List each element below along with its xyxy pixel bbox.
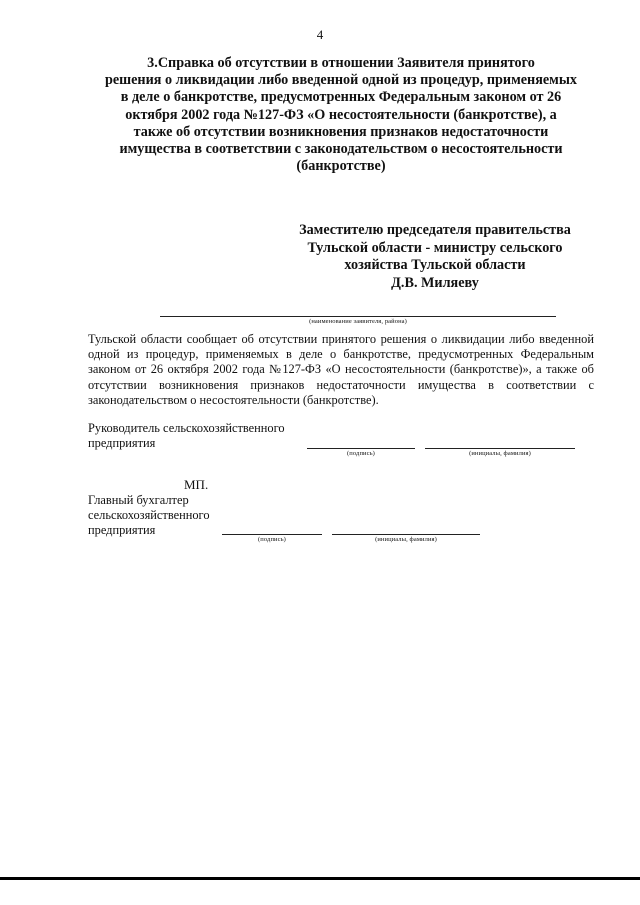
section-title-line: также об отсутствии возникновения признаков недостаточности xyxy=(133,123,549,140)
page-bottom-border xyxy=(0,877,640,880)
section-title-line: 3.Справка об отсутствии в отношении Заявителя принятого xyxy=(147,55,535,71)
body-paragraph: Тульской области сообщает об отсутствии принятого решения о ликвидации либо введенной одной из процедур, применяемых в деле о банкротстве, предусмотренных Федеральным законом от 26 октября 2002 года №127-ФЗ «О несостоятельности (банкротстве)», а также об отсутствии возникновения признаков недостаточности имущества в соответствии с законодательством о несостоятельности (банкротстве). xyxy=(88,332,594,407)
accountant-signature-line[interactable] xyxy=(222,534,322,535)
applicant-name-line[interactable] xyxy=(160,316,556,317)
stamp-label: МП. xyxy=(184,477,209,492)
page-number: 4 xyxy=(316,27,324,42)
section-title-line: (банкротстве) xyxy=(296,158,386,175)
section-title-line: имущества в соответствии с законодательством о несостоятельности xyxy=(119,141,563,158)
section-title-line: октября 2002 года №127-ФЗ «О несостоятельности (банкротстве), а xyxy=(125,106,557,123)
accountant-signature-caption: (подпись) xyxy=(258,536,286,543)
head-label xyxy=(88,421,285,451)
head-name-caption: (инициалы, фамилия) xyxy=(469,450,531,457)
head-signature-line[interactable] xyxy=(307,448,415,449)
accountant-name-caption: (инициалы, фамилия) xyxy=(375,536,437,543)
head-signature-caption: (подпись) xyxy=(347,450,375,457)
addressee-line: Д.В. Миляеву xyxy=(391,274,479,291)
accountant-label-line: предприятия xyxy=(88,523,156,537)
addressee-line: хозяйства Тульской области xyxy=(344,257,526,273)
head-name-line[interactable] xyxy=(425,448,575,449)
applicant-caption: (наименование заявителя, района) xyxy=(309,318,407,325)
section-title-line: в деле о банкротстве, предусмотренных Федеральным законом от 26 xyxy=(120,89,562,106)
head-label-line: Руководитель сельскохозяйственного xyxy=(88,421,285,435)
addressee-line: Тульской области - министру сельского xyxy=(307,239,563,256)
section-title xyxy=(86,55,596,175)
accountant-name-line[interactable] xyxy=(332,534,480,535)
addressee-line: Заместителю председателя правительства xyxy=(299,222,571,238)
accountant-label-line: Главный бухгалтер xyxy=(88,493,189,507)
section-title-line: решения о ликвидации либо введенной одной из процедур, применяемых xyxy=(104,72,578,89)
accountant-label xyxy=(88,493,210,538)
addressee-block xyxy=(280,222,590,292)
head-label-line: предприятия xyxy=(88,436,156,450)
accountant-label-line: сельскохозяйственного xyxy=(88,508,210,522)
